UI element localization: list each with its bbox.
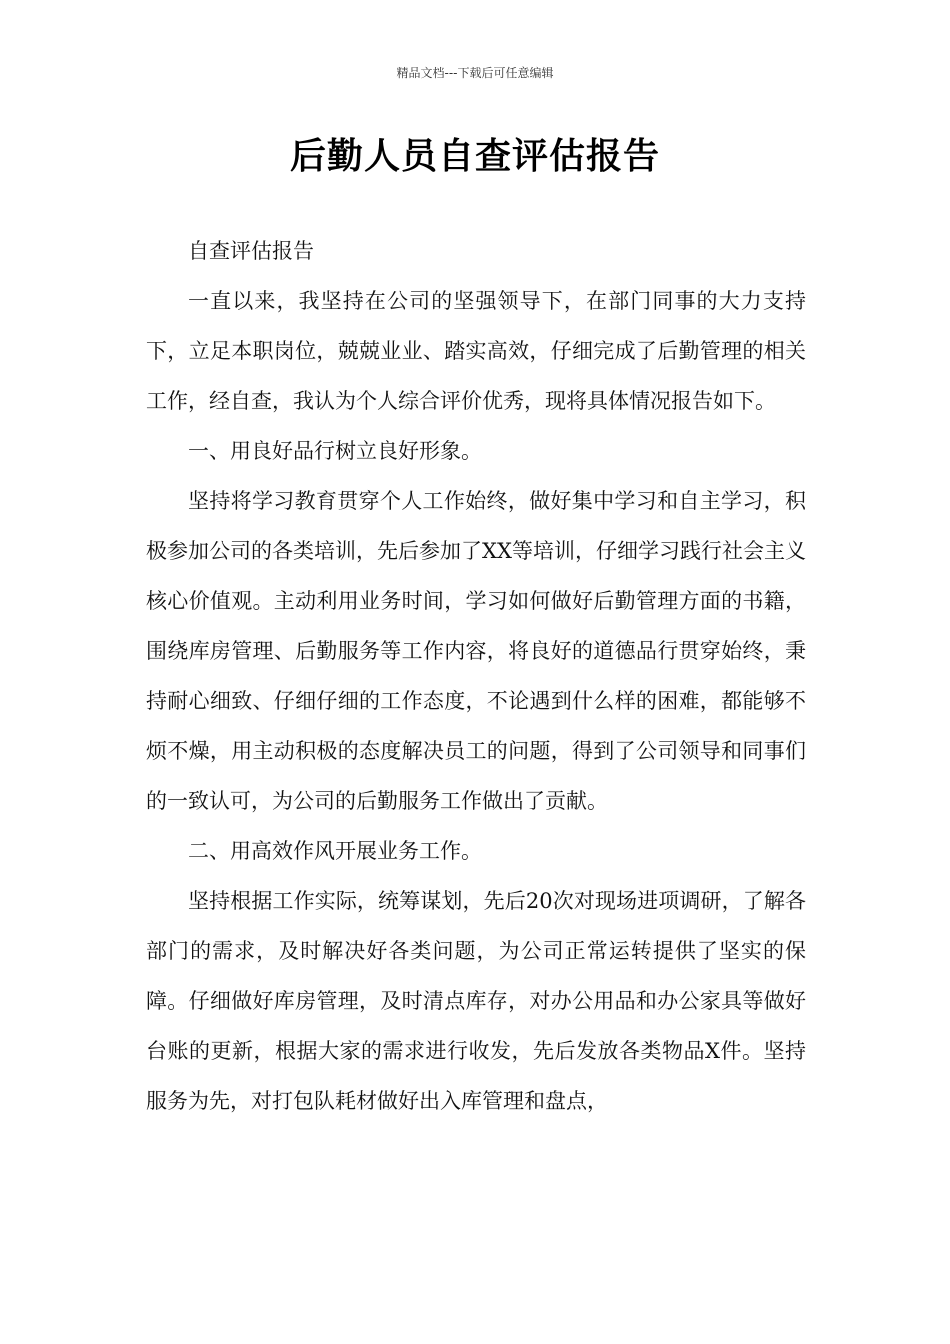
section-heading: 一、用良好品行树立良好形象。 [188,439,482,463]
header-note: 精品文档---下载后可任意编辑 [396,66,554,80]
paragraph: 自查评估报告 [188,239,314,263]
paragraph: 一直以来，我坚持在公司的坚强领导下，在部门同事的大力支持下，立足本职岗位，兢兢业业、踏实高效，仔细完成了后勤管理的相关工作，经自查，我认为个人综合评价优秀，现将具体情况报告如下。 [146,289,806,413]
section-heading: 二、用高效作风开展业务工作。 [188,839,482,863]
document-body [146,226,806,1126]
document-title: 后勤人员自查评估报告 [289,136,660,177]
paragraph: 坚持将学习教育贯穿个人工作始终，做好集中学习和自主学习，积极参加公司的各类培训，先后参加了XX等培训，仔细学习践行社会主义核心价值观。主动利用业务时间，学习如何做好后勤管理方面的书籍，围绕库房管理、后勤服务等工作内容，将良好的道德品行贯穿始终，秉持耐心细致、仔细仔细的工作态度，不论遇到什么样的困难，都能够不烦不燥，用主动积极的态度解决员工的问题，得到了公司领导和同事们的一致认可，为公司的后勤服务工作做出了贡献。 [146,489,806,813]
paragraph: 坚持根据工作实际，统筹谋划，先后20次对现场进项调研，了解各部门的需求，及时解决好各类问题，为公司正常运转提供了坚实的保障。仔细做好库房管理，及时清点库存，对办公用品和办公家具等做好台账的更新，根据大家的需求进行收发，先后发放各类物品X件。坚持服务为先，对打包队耗材做好出入库管理和盘点， [146,889,806,1113]
